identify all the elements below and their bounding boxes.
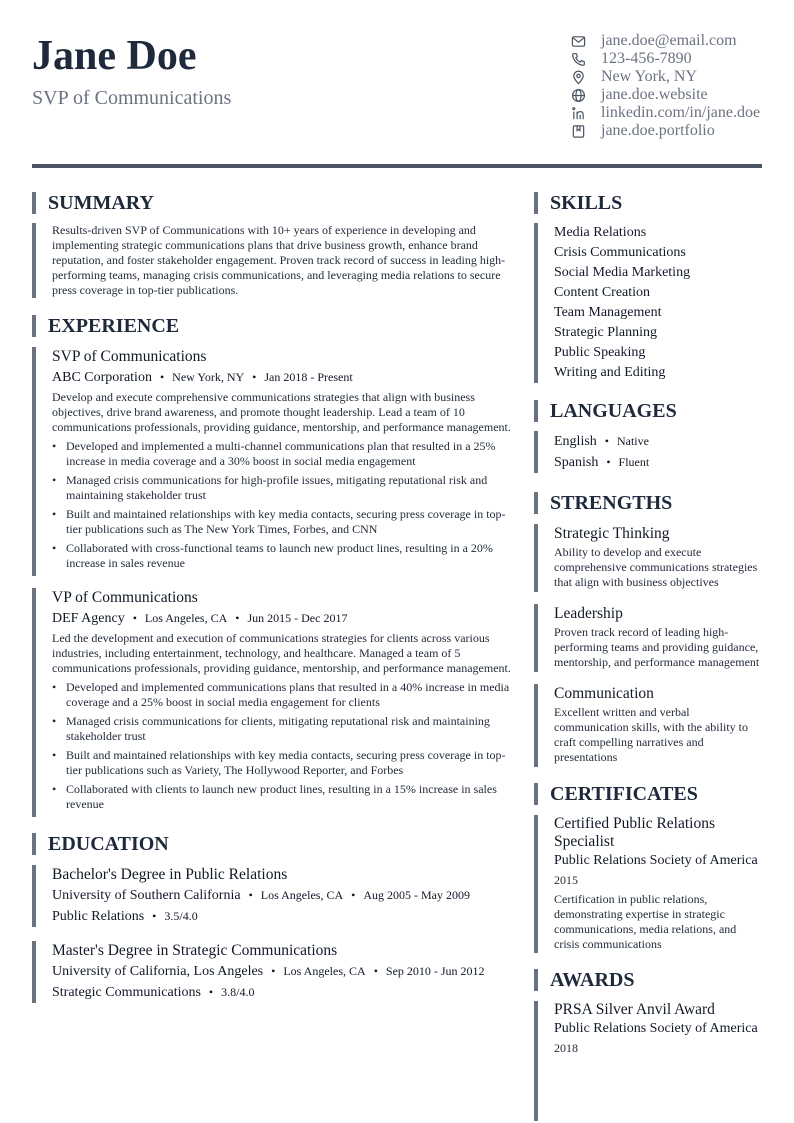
candidate-title: SVP of Communications — [32, 87, 232, 109]
experience-item — [32, 347, 512, 576]
contact-website-text: jane.doe.website — [601, 86, 708, 103]
resume-header — [32, 0, 762, 168]
certificate-year: 2015 — [554, 873, 578, 887]
job-bullets — [52, 439, 512, 571]
separator-dot: • — [252, 370, 257, 384]
education-meta — [52, 961, 512, 982]
school-dates: Sep 2010 - Jun 2012 — [385, 964, 485, 978]
education-item — [32, 865, 512, 927]
contact-phone-text: 123-456-7890 — [601, 50, 692, 67]
school-location: Los Angeles, CA — [260, 888, 344, 902]
job-meta — [52, 608, 512, 629]
skill-item: Writing and Editing — [554, 365, 666, 380]
school-name: University of Southern California — [52, 888, 241, 903]
certificate-issuer: Public Relations Society of America — [554, 853, 758, 868]
job-description: Develop and execute comprehensive communications strategies that align with business objectives, drive brand awareness, and promote thought leadership. Lead a team of 10 communications professionals, providing guidance, mentorship, and performance management. — [52, 390, 511, 434]
strength-item — [534, 604, 762, 672]
contact-location — [569, 68, 769, 86]
skill-item: Media Relations — [554, 225, 647, 240]
separator-dot: • — [351, 888, 356, 902]
job-location: Los Angeles, CA — [144, 611, 228, 625]
school-name: University of California, Los Angeles — [52, 964, 264, 979]
globe-icon — [569, 86, 587, 104]
language-item — [554, 452, 762, 473]
job-bullet: • Developed and implemented a multi-channel communications plan that resulted in a 25% increase in media coverage and a 30% boost in social media engagement — [52, 439, 512, 469]
language-name: English — [554, 434, 597, 449]
job-bullets — [52, 680, 512, 812]
contact-portfolio[interactable] — [569, 122, 769, 140]
skill-item: Social Media Marketing — [554, 265, 691, 280]
separator-dot: • — [248, 888, 253, 902]
phone-icon — [569, 50, 587, 68]
candidate-name: Jane Doe — [32, 33, 197, 79]
language-item — [554, 431, 762, 452]
awards-heading: AWARDS — [534, 969, 762, 991]
contact-email-text: jane.doe@email.com — [601, 32, 737, 49]
skills-heading: SKILLS — [534, 192, 762, 214]
skill-item: Public Speaking — [554, 345, 646, 360]
strength-item — [534, 684, 762, 767]
contact-website[interactable] — [569, 86, 769, 104]
school-location: Los Angeles, CA — [283, 964, 366, 978]
job-dates: Jan 2018 - Present — [264, 370, 353, 384]
field-of-study: Strategic Communications — [52, 985, 201, 1000]
separator-dot: • — [373, 964, 378, 978]
mail-icon — [569, 32, 587, 50]
separator-dot: • — [235, 611, 240, 625]
job-bullet: • Built and maintained relationships with key media contacts, securing press coverage in top-tier publications such as Variety, The Hollywood Reporter, and Forbes — [52, 748, 512, 778]
skill-item: Team Management — [554, 305, 662, 320]
certificates-heading: CERTIFICATES — [534, 783, 762, 805]
education-field — [52, 982, 512, 1003]
linkedin-icon — [569, 104, 587, 122]
education-field — [52, 906, 512, 927]
job-role: VP of Communications — [52, 589, 198, 606]
job-bullet: • Developed and implemented communications plans that resulted in a 40% increase in media coverage and a 25% boost in social media engagement for clients — [52, 680, 512, 710]
main-column — [32, 192, 512, 1003]
language-level: Native — [616, 434, 649, 448]
strengths-heading: STRENGTHS — [534, 492, 762, 514]
skill-item: Crisis Communications — [554, 245, 686, 260]
contact-linkedin[interactable] — [569, 104, 769, 122]
language-level: Fluent — [618, 455, 650, 469]
header-divider — [32, 164, 762, 168]
contact-list — [569, 32, 769, 140]
degree-title: Bachelor's Degree in Public Relations — [52, 866, 288, 883]
degree-title: Master's Degree in Strategic Communications — [52, 942, 338, 959]
job-description: Led the development and execution of communications strategies for clients across various industries, including entertainment, technology, and healthcare. Managed a team of 5 communications professionals, providing guidance, mentorship, and performance management. — [52, 631, 511, 675]
strength-title: Strategic Thinking — [554, 525, 670, 542]
job-bullet: • Collaborated with cross-functional teams to launch new product lines, resulting in a 20% increase in sales revenue — [52, 541, 512, 571]
separator-dot: • — [606, 455, 611, 469]
school-dates: Aug 2005 - May 2009 — [363, 888, 470, 902]
summary-heading: SUMMARY — [32, 192, 512, 214]
award-item — [534, 1001, 762, 1121]
contact-linkedin-text: linkedin.com/in/jane.doe — [601, 104, 761, 121]
separator-dot: • — [159, 370, 165, 384]
job-bullet: • Managed crisis communications for high-profile issues, mitigating reputational risk and maintaining stakeholder trust — [52, 473, 512, 503]
contact-phone[interactable] — [569, 50, 769, 68]
strength-title: Leadership — [554, 605, 623, 622]
strength-title: Communication — [554, 685, 654, 702]
separator-dot: • — [604, 434, 609, 448]
job-bullet: • Built and maintained relationships with key media contacts, securing press coverage in top-tier publications such as The New York Times, Forbes, and CNN — [52, 507, 512, 537]
summary-text: Results-driven SVP of Communications with 10+ years of experience in developing and implementing strategic communications plans that drive business growth, enhance brand reputation, and foster stakeholder engagement. Proven track record of success in leading high-performing teams, managing crisis communications, and leveraging media relations to secure press coverage in top-tier publications. — [32, 223, 512, 298]
separator-dot: • — [208, 985, 214, 999]
gpa: 3.5/4.0 — [164, 909, 198, 923]
location-pin-icon — [569, 68, 587, 86]
education-item — [32, 941, 512, 1003]
separator-dot: • — [271, 964, 276, 978]
separator-dot: • — [152, 909, 157, 923]
job-company: ABC Corporation — [52, 370, 152, 385]
certificate-text: Certification in public relations, demonstrating expertise in strategic communications, media relations, and crisis communications — [554, 892, 737, 951]
job-company: DEF Agency — [52, 611, 125, 626]
education-meta — [52, 885, 512, 906]
contact-portfolio-text: jane.doe.portfolio — [601, 122, 715, 139]
separator-dot: • — [132, 611, 137, 625]
certificate-item — [534, 815, 762, 953]
contact-location-text: New York, NY — [601, 68, 698, 85]
skills-list — [534, 223, 762, 383]
strength-item — [534, 524, 762, 592]
languages-list — [534, 431, 762, 473]
award-title: PRSA Silver Anvil Award — [554, 1001, 715, 1018]
job-dates: Jun 2015 - Dec 2017 — [247, 611, 348, 625]
gpa: 3.8/4.0 — [221, 985, 255, 999]
side-column — [534, 192, 762, 1121]
experience-item — [32, 588, 512, 817]
job-meta — [52, 367, 512, 388]
skill-item: Strategic Planning — [554, 325, 658, 340]
skill-item: Content Creation — [554, 285, 651, 300]
experience-heading: EXPERIENCE — [32, 315, 512, 337]
strength-text: Ability to develop and execute comprehensive communications strategies that align with business objectives — [554, 545, 758, 589]
job-bullet: • Collaborated with clients to launch new product lines, resulting in a 15% increase in sales revenue — [52, 782, 512, 812]
job-location: New York, NY — [172, 370, 245, 384]
contact-email[interactable] — [569, 32, 769, 50]
strength-text: Excellent written and verbal communication skills, with the ability to craft compelling narratives and presentations — [554, 705, 748, 764]
strength-text: Proven track record of leading high-performing teams and providing guidance, mentorship, and performance management — [554, 625, 760, 669]
award-year: 2018 — [554, 1041, 578, 1055]
languages-heading: LANGUAGES — [534, 400, 762, 422]
award-issuer: Public Relations Society of America — [554, 1021, 758, 1036]
certificate-title: Certified Public Relations Specialist — [554, 815, 716, 850]
job-bullet: • Managed crisis communications for clients, mitigating reputational risk and maintaining stakeholder trust — [52, 714, 512, 744]
bookmark-icon — [569, 122, 587, 140]
field-of-study: Public Relations — [52, 909, 145, 924]
education-heading: EDUCATION — [32, 833, 512, 855]
job-role: SVP of Communications — [52, 348, 207, 365]
language-name: Spanish — [554, 455, 599, 470]
